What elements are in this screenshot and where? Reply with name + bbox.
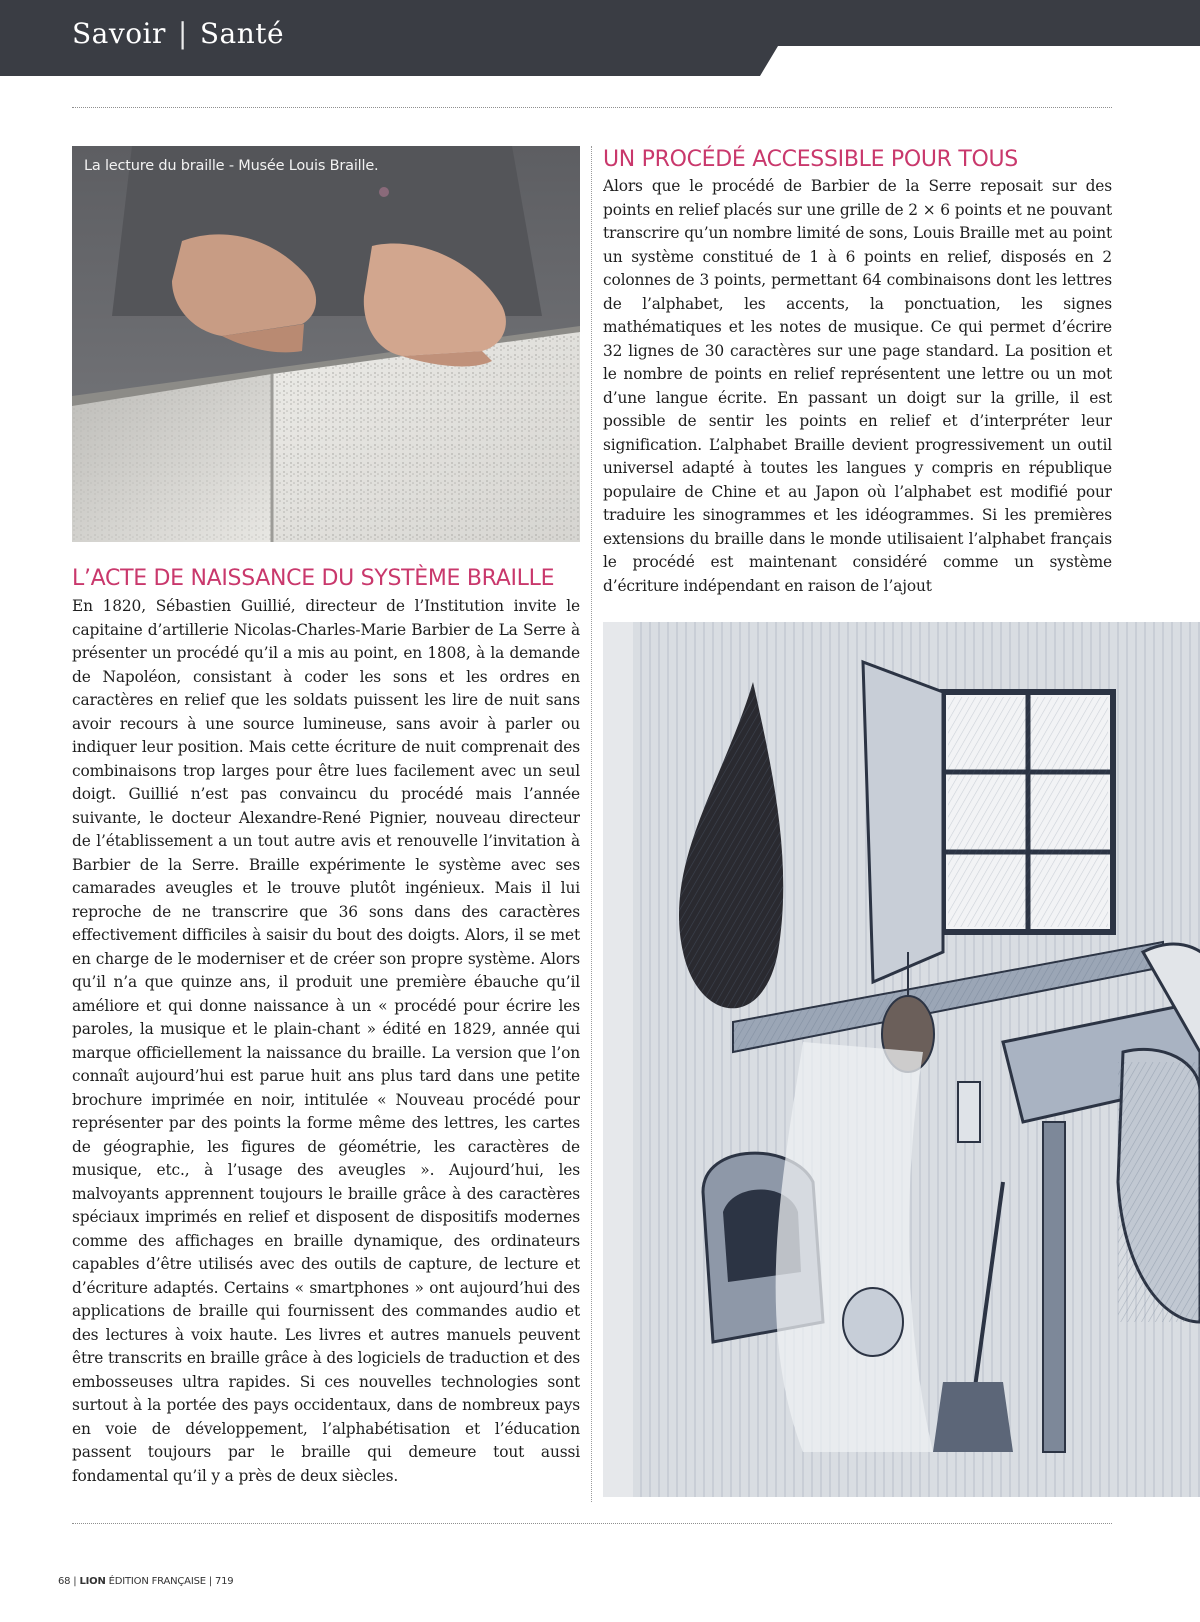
braille-reading-illustration [72, 146, 580, 542]
workshop-engraving-illustration [603, 622, 1200, 1497]
page-number: 68 [58, 1576, 71, 1587]
bottom-dotted-rule [72, 1523, 1112, 1524]
left-section-heading: L’ACTE DE NAISSANCE DU SYSTÈME BRAILLE [72, 566, 555, 591]
left-body-text: En 1820, Sébastien Guillié, directeur de l’Institution invite le capitaine d’artillerie Nicolas-Charles-Marie Barbier de La Serre à présenter un procédé qu’il a mis au point, en 1808, à la demande de Napoléon, consistant à coder les sons et les ordres en caractères en relief que les soldats puissent les lire de nuit sans avoir recours à une source lumineuse, sans avoir à parler ou indiquer leur position. Mais cette écriture de nuit comprenait des combinaisons trop larges pour être lues facilement avec un seul doigt. Guillié n’est pas convaincu du procédé mais l’année suivante, le docteur Alexandre-René Pignier, nouveau directeur de l’établissement a un tout autre avis et renouvelle l’invitation à Barbier de la Serre. Braille expérimente le système avec ses camarades aveugles et le trouve plutôt ingénieux. Mais il lui reproche de ne transcrire que 36 sons dans des caractères effectivement difficiles à saisir du bout des doigts. Alors, il se met en charge de le moderniser et de créer son propre système. Alors qu’il n’a que quinze ans, il produit une première ébauche qu’il améliore et qui donne naissance à un « procédé pour écrire les paroles, la musique et le plain-chant » édité en 1829, année qui marque officiellement la naissance du braille. La version que l’on connaît aujourd’hui est parue huit ans plus tard dans une petite brochure imprimée en noir, intitulée « Nouveau procédé pour représenter par des points la forme même des lettres, les cartes de géographie, les figures de géométrie, les caractères de musique, etc., à l’usage des aveugles ». Aujourd’hui, les malvoyants apprennent toujours le braille grâce à des caractères spéciaux imprimés en relief et disposent de dispositifs modernes comme des affichages en braille dynamique, des ordinateurs capables d’être utilisés avec des outils de capture, de lecture et d’écriture adaptés. Certains « smartphones » ont aujourd’hui des applications de braille qui fournissent des commandes audio et des lectures à voix haute. Les livres et autres manuels peuvent être transcrits en braille grâce à des logiciels de traduction et des embosseuses ultra rapides. Si ces nouvelles technologies sont surtout à la portée des pays occidentaux, dans de nombreux pays en voie de développement, l’alphabétisation et l’éducation passent toujours par le braille qui demeure tout aussi fondamental qu’il y a près de deux siècles. [72, 597, 580, 1485]
braille-reading-photo [72, 146, 580, 542]
section-title [72, 17, 285, 50]
column-divider [591, 146, 592, 1502]
magazine-name: LION [79, 1576, 106, 1587]
photo-caption: La lecture du braille - Musée Louis Braille. [84, 158, 379, 174]
section-separator: | [177, 17, 188, 50]
subsection-name: Santé [199, 17, 285, 50]
workshop-engraving-photo [603, 622, 1200, 1497]
top-dotted-rule [72, 107, 1112, 108]
right-section-heading: UN PROCÉDÉ ACCESSIBLE POUR TOUS [603, 147, 1018, 172]
edition-name: ÉDITION FRANÇAISE [108, 1576, 206, 1587]
section-name: Savoir [72, 17, 166, 50]
page-footer: 68 | LION ÉDITION FRANÇAISE | 719 [58, 1576, 234, 1587]
issue-number: 719 [214, 1576, 234, 1587]
right-body-text: Alors que le procédé de Barbier de la Serre reposait sur des points en relief placés sur une grille de 2 × 6 points et ne pouvant transcrire qu’un nombre limité de sons, Louis Braille met au point un système constitué de 1 à 6 points en relief, disposés en 2 colonnes de 3 points, permettant 64 combinaisons dont les lettres de l’alphabet, les accents, la ponctuation, les signes mathématiques et les notes de musique. Ce qui permet d’écrire 32 lignes de 30 caractères sur une page standard. La position et le nombre de points en relief représentent une lettre ou un mot d’une langue écrite. En passant un doigt sur la grille, il est possible de sentir les points en relief et d’interpréter leur signification. L’alphabet Braille devient progressivement un outil universel adapté à toutes les langues y compris en république populaire de Chine et au Japon où l’alphabet est modifié pour traduire les sinogrammes et les idéogrammes. Si les premières extensions du braille dans le monde utilisaient l’alphabet français le procédé est maintenant considéré comme un système d’écriture indépendant en raison de l’ajout [603, 177, 1112, 595]
